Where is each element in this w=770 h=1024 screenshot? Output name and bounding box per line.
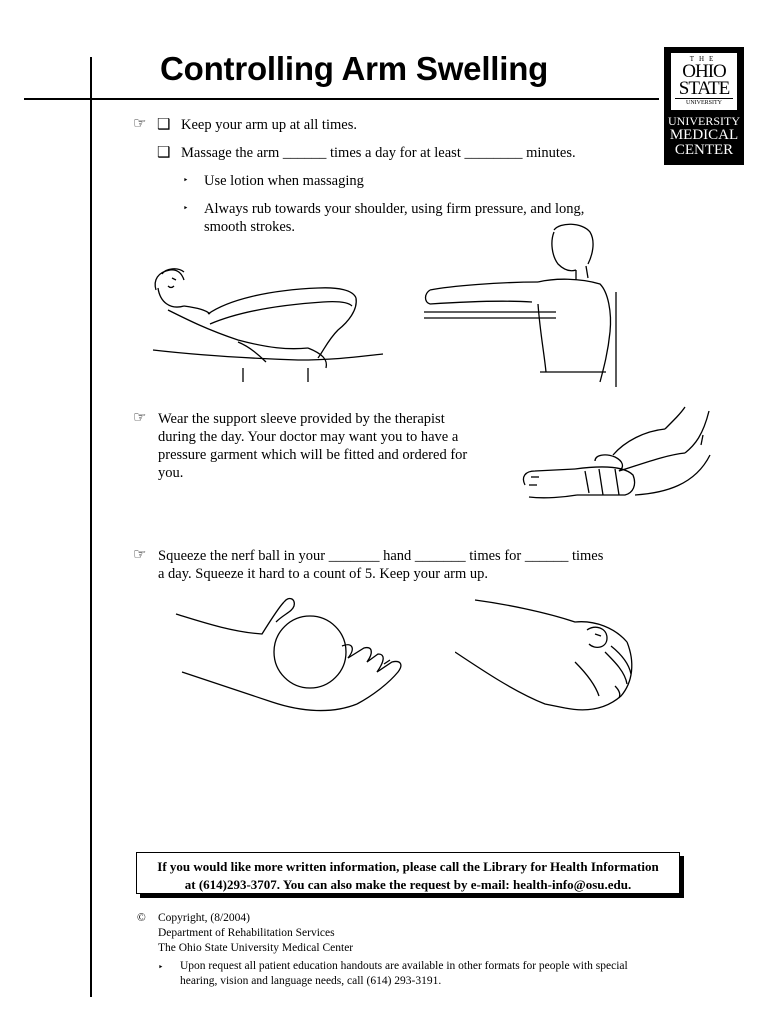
fist-squeezing-ball-illustration bbox=[455, 592, 655, 732]
left-margin-rule bbox=[90, 57, 92, 997]
info-box bbox=[136, 852, 680, 894]
osu-medical-center-logo: THE OHIO STATE UNIVERSITY UNIVERSITY MEDICAL CENTER bbox=[664, 47, 744, 165]
sleeve-instruction-line3: pressure garment which will be fitted and ordered for bbox=[158, 447, 468, 463]
seated-arm-on-table-illustration bbox=[420, 222, 620, 390]
sleeve-instruction-line1: Wear the support sleeve provided by the therapist bbox=[158, 411, 445, 427]
pointing-hand-icon: ☞ bbox=[133, 547, 147, 563]
accessibility-note-line1: Upon request all patient education handouts are available in other formats for people with special bbox=[180, 960, 628, 972]
squeeze-instruction-line2: a day. Squeeze it hard to a count of 5. Keep your arm up. bbox=[158, 566, 489, 582]
pointing-hand-icon: ☞ bbox=[133, 410, 147, 426]
support-sleeve-illustration bbox=[515, 405, 720, 505]
instruction-keep-arm-up: Keep your arm up at all times. bbox=[181, 117, 357, 133]
pointing-hand-icon: ☞ bbox=[133, 116, 147, 132]
bullet-icon: ‣ bbox=[183, 175, 189, 185]
sleeve-instruction-line2: during the day. Your doctor may want you to have a bbox=[158, 429, 459, 445]
copyright-symbol: © bbox=[137, 912, 146, 924]
instruction-massage: Massage the arm ______ times a day for at least ________ minutes. bbox=[181, 145, 576, 161]
page-title: Controlling Arm Swelling bbox=[160, 50, 549, 87]
accessibility-note-line2: hearing, vision and language needs, call (614) 293-3191. bbox=[180, 975, 442, 987]
info-line1: If you would like more written information, please call the Library for Health Information bbox=[157, 859, 659, 874]
checkbox-icon: ❑ bbox=[157, 117, 171, 133]
title-underline-rule bbox=[24, 98, 659, 100]
checkbox-icon: ❑ bbox=[157, 145, 171, 161]
sleeve-instruction-line4: you. bbox=[158, 465, 184, 481]
info-line2: at (614)293-3707. You can also make the request by e-mail: health-info@osu.edu. bbox=[184, 877, 632, 892]
open-hand-with-ball-illustration bbox=[172, 592, 412, 727]
instruction-rub-direction-cont: smooth strokes. bbox=[204, 219, 296, 235]
copyright-text: Copyright, (8/2004) bbox=[158, 912, 250, 924]
bullet-icon: ‣ bbox=[183, 203, 189, 213]
squeeze-instruction-line1: Squeeze the nerf ball in your _______ hand _______ times for ______ times bbox=[158, 548, 604, 564]
department-text: Department of Rehabilitation Services bbox=[158, 927, 335, 939]
lying-down-arm-raised-illustration bbox=[148, 250, 393, 385]
bullet-icon: ‣ bbox=[158, 962, 164, 972]
instruction-rub-direction: Always rub towards your shoulder, using firm pressure, and long, bbox=[204, 201, 585, 217]
organization-text: The Ohio State University Medical Center bbox=[158, 942, 354, 954]
instruction-use-lotion: Use lotion when massaging bbox=[204, 173, 364, 189]
